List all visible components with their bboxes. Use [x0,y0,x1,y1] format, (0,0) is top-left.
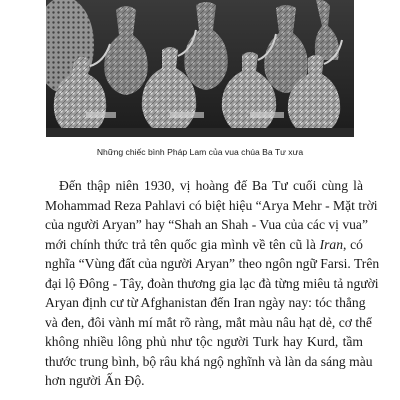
figure-caption: Những chiếc bình Pháp Lam của vua chúa Ba Tư xưa [96,147,304,157]
italic-term: Iran [319,236,344,252]
ewer-photo [46,0,354,137]
paragraph-line: đại lộ Đông - Tây, đoàn thương gia lạc đà từng miêu tả người [45,275,379,291]
paragraph-line: mới chính thức trả tên quốc gia mình về tên cũ là Iran, có [45,236,363,252]
body-paragraph [45,176,380,391]
paragraph-line: Aryan định cư từ Afghanistan đến Iran ngày nay: tóc thẳng [45,295,366,310]
paragraph-line: của người Aryan” hay “Shah an Shah - Vua của các vị vua” [45,217,369,232]
paragraph-line: và đen, đôi vành mí mắt rõ ràng, mắt màu nâu hạt dẻ, cơ thể [45,314,372,330]
paragraph-line: hơn người Ấn Độ. [45,373,145,388]
paragraph-line: Mohammad Reza Pahlavi có biệt hiệu “Arya Mehr - Mặt trời [45,197,378,213]
paragraph-line: nghĩa “Vùng đất của người Aryan” theo ngôn ngữ Farsi. Trên [45,256,380,271]
paragraph-line: thước trung bình, bộ râu khá ngộ nghĩnh và làn da sáng màu [45,353,373,369]
paragraph-line: Đến thập niên 1930, vị hoàng đế Ba Tư cuối cùng là [59,178,363,193]
paragraph-line: không nhiều lông phủ như tộc người Turk hay Kurd, tầm [45,334,363,349]
